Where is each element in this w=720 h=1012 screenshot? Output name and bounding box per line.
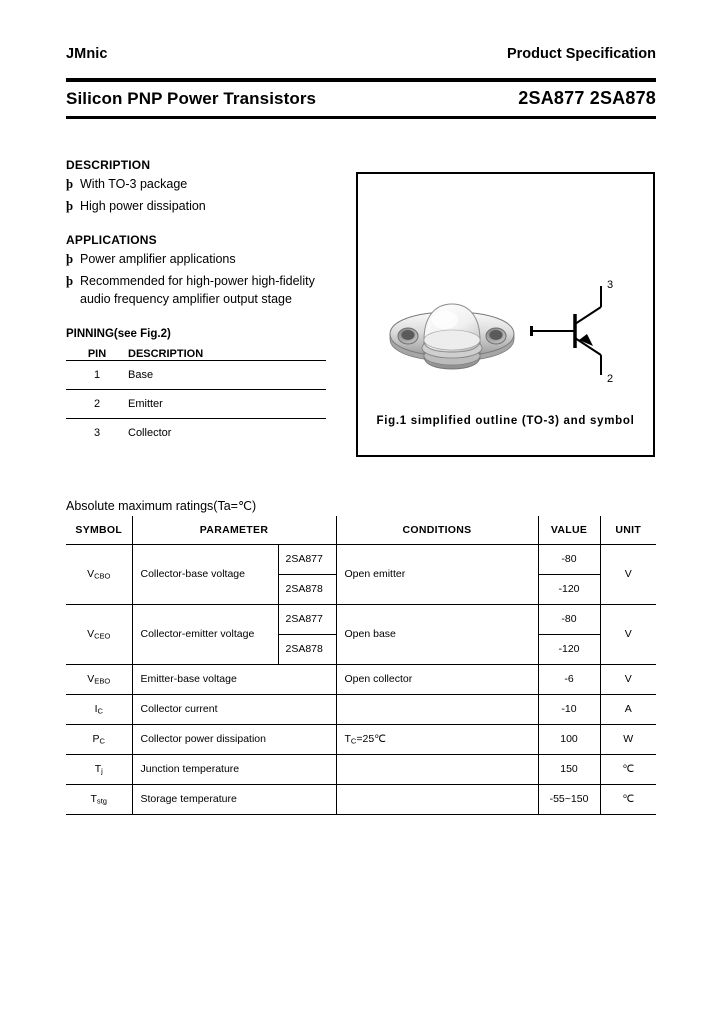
pinning-col-description: DESCRIPTION (128, 348, 204, 360)
applications-item (66, 273, 351, 291)
symbol-pin-emitter-label: 2 (607, 373, 614, 385)
table-row (66, 419, 326, 448)
ratings-conditions-cell (336, 724, 538, 754)
figure-1-box (356, 172, 655, 457)
figure-1-caption: Fig.1 simplified outline (TO-3) and symbol (376, 415, 635, 427)
pin-number: 3 (66, 419, 128, 448)
ratings-conditions-cell (336, 754, 538, 784)
table-row (66, 664, 656, 694)
ratings-header-row (66, 516, 656, 544)
symbol-base: T (90, 792, 97, 805)
condition-base: T (344, 732, 351, 745)
symbol-subscript: j (101, 766, 103, 776)
ratings-symbol-cell (66, 784, 132, 814)
ratings-parameter-cell: Collector-base voltage (132, 544, 278, 604)
description-section (66, 158, 351, 216)
pin-description: Emitter (128, 390, 326, 419)
applications-section (66, 233, 351, 308)
ratings-symbol-cell (66, 754, 132, 784)
ratings-value-cell: -120 (538, 634, 600, 664)
pin-number: 2 (66, 390, 128, 419)
ratings-value-cell: -120 (538, 574, 600, 604)
ratings-type-cell: 2SA878 (278, 634, 336, 664)
symbol-subscript: C (99, 736, 105, 746)
to3-package-icon (382, 282, 522, 382)
title-divider-rule (66, 116, 656, 119)
pnp-transistor-symbol-icon (523, 274, 643, 389)
ratings-parameter-cell: Storage temperature (132, 784, 336, 814)
symbol-subscript: CBO (94, 571, 111, 581)
ratings-symbol-cell (66, 694, 132, 724)
table-row (66, 361, 326, 390)
ratings-unit-cell: A (600, 694, 656, 724)
ratings-parameter-cell: Collector-emitter voltage (132, 604, 278, 664)
table-row (66, 784, 656, 814)
bullet-icon: þ (66, 177, 73, 191)
ratings-value-cell: -6 (538, 664, 600, 694)
symbol-base: V (87, 627, 95, 640)
ratings-parameter-cell: Junction temperature (132, 754, 336, 784)
ratings-value-cell: -10 (538, 694, 600, 724)
header-divider-rule (66, 78, 656, 82)
description-item-label: High power dissipation (80, 198, 206, 213)
symbol-subscript: CEO (94, 631, 111, 641)
symbol-subscript: C (97, 706, 103, 716)
pin-number: 1 (66, 361, 128, 390)
condition-subscript: C (350, 736, 357, 746)
description-heading: DESCRIPTION (66, 158, 151, 172)
ratings-col-value: VALUE (538, 516, 600, 544)
ratings-symbol-cell (66, 604, 132, 664)
pin-description: Collector (128, 419, 326, 448)
page-header (66, 46, 656, 62)
symbol-base: I (94, 702, 98, 715)
ratings-parameter-cell: Collector power dissipation (132, 724, 336, 754)
applications-item-label: Power amplifier applications (80, 252, 236, 266)
applications-item-label: Recommended for high-power high-fidelity (80, 273, 315, 288)
ratings-conditions-cell: Open collector (336, 664, 538, 694)
ratings-symbol-cell (66, 664, 132, 694)
description-item-label: With TO-3 package (80, 177, 188, 191)
ratings-type-cell: 2SA878 (278, 574, 336, 604)
ratings-symbol-cell (66, 724, 132, 754)
ratings-conditions-cell (336, 694, 538, 724)
table-row (66, 724, 656, 754)
ratings-unit-cell: V (600, 604, 656, 664)
description-item (66, 176, 351, 194)
ratings-conditions-cell (336, 784, 538, 814)
ratings-parameter-cell: Collector current (132, 694, 336, 724)
ratings-value-cell: 150 (538, 754, 600, 784)
pin-description: Base (128, 361, 326, 390)
page-title: Silicon PNP Power Transistors (66, 89, 317, 108)
company-logo-text: JMnic (66, 46, 108, 62)
absolute-maximum-ratings-table (66, 516, 656, 815)
table-row (66, 694, 656, 724)
bullet-icon: þ (66, 273, 73, 288)
pinning-col-pin: PIN (87, 348, 107, 360)
ratings-type-cell: 2SA877 (278, 544, 336, 574)
ratings-col-conditions: CONDITIONS (336, 516, 538, 544)
pinning-table (66, 348, 326, 448)
condition-rest: =25℃ (356, 732, 386, 745)
symbol-subscript: EBO (94, 676, 111, 686)
title-bar (66, 88, 656, 109)
ratings-value-cell: -55~150 (538, 784, 600, 814)
symbol-base: P (92, 732, 100, 745)
ratings-conditions-cell: Open base (336, 604, 538, 664)
ratings-symbol-cell (66, 544, 132, 604)
bullet-icon: þ (66, 198, 73, 213)
table-row (66, 604, 656, 634)
document-type-label: Product Specification (506, 46, 656, 62)
table-row (66, 390, 326, 419)
symbol-subscript: stg (96, 796, 107, 806)
ratings-unit-cell: ℃ (600, 754, 656, 784)
pinning-table-header-row (66, 348, 326, 361)
description-item (66, 198, 351, 216)
table-row (66, 544, 656, 574)
applications-heading: APPLICATIONS (66, 233, 157, 247)
ratings-type-cell: 2SA877 (278, 604, 336, 634)
ratings-col-parameter: PARAMETER (132, 516, 336, 544)
symbol-base: T (94, 762, 102, 775)
part-number-label: 2SA877 2SA878 (518, 88, 656, 108)
ratings-unit-cell: V (600, 544, 656, 604)
ratings-col-symbol: SYMBOL (66, 516, 132, 544)
symbol-base: V (87, 672, 95, 685)
ratings-unit-cell: W (600, 724, 656, 754)
ratings-unit-cell: V (600, 664, 656, 694)
applications-item-continuation: audio frequency amplifier output stage (80, 291, 292, 306)
bullet-icon: þ (66, 252, 73, 266)
symbol-pin-collector-label: 3 (607, 279, 614, 291)
to3-package-illustration (382, 282, 522, 382)
ratings-value-cell: 100 (538, 724, 600, 754)
ratings-col-unit: UNIT (600, 516, 656, 544)
transistor-symbol-illustration (523, 274, 643, 389)
ratings-parameter-cell: Emitter-base voltage (132, 664, 336, 694)
ratings-value-cell: -80 (538, 604, 600, 634)
pinning-heading: PINNING(see Fig.2) (66, 328, 171, 340)
table-row (66, 754, 656, 784)
ratings-value-cell: -80 (538, 544, 600, 574)
ratings-section-title: Absolute maximum ratings(Ta=℃) (66, 499, 257, 513)
ratings-unit-cell: ℃ (600, 784, 656, 814)
applications-item (66, 251, 351, 269)
ratings-conditions-cell: Open emitter (336, 544, 538, 604)
symbol-base: V (87, 567, 95, 580)
